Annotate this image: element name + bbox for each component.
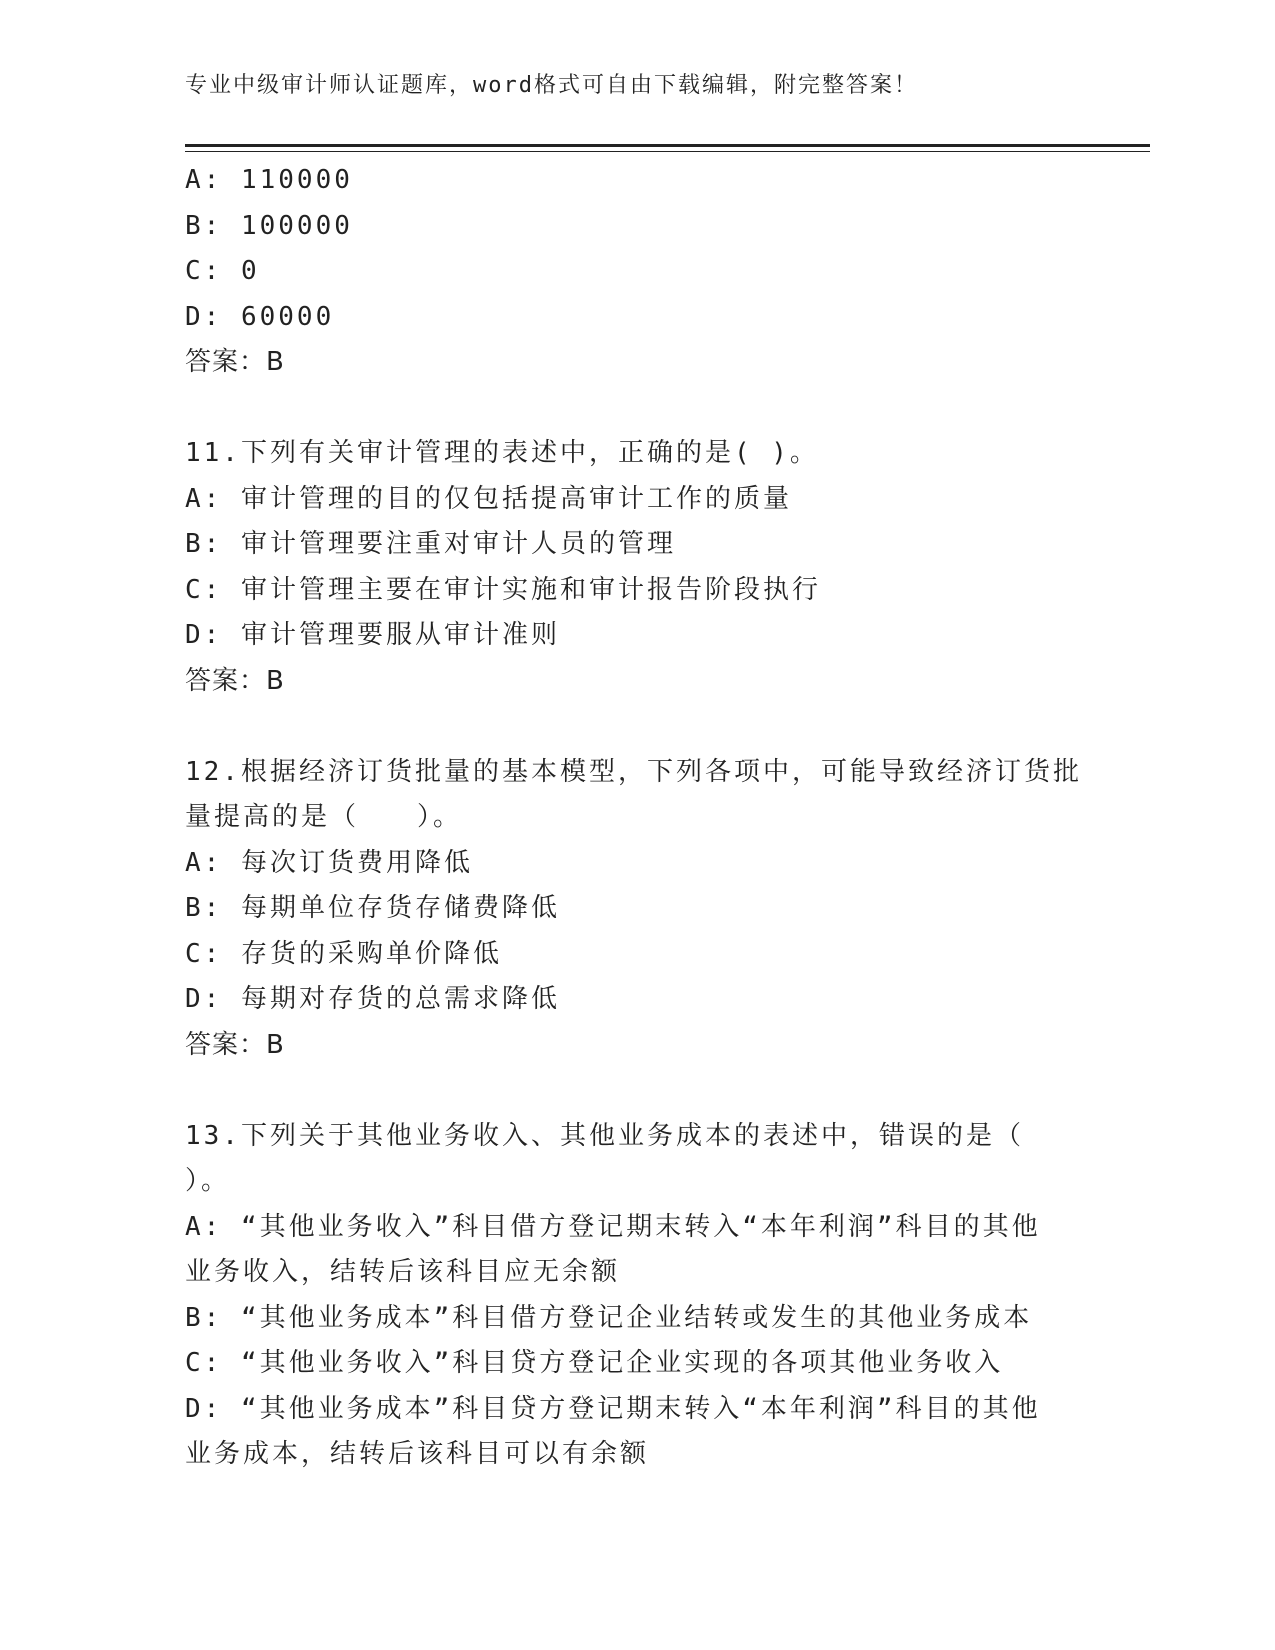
answer: 答案：B (185, 1029, 285, 1060)
page-header: 专业中级审计师认证题库，word格式可自由下载编辑，附完整答案！ (185, 73, 918, 98)
option-d: D: 审计管理要服从审计准则 (185, 620, 560, 650)
option-a: A: 审计管理的目的仅包括提高审计工作的质量 (185, 483, 792, 514)
option-d: D: 每期对存货的总需求降低 (185, 984, 560, 1014)
question-stem-line-2: 量提高的是（ ）。 (185, 802, 463, 832)
spacer (185, 704, 1085, 750)
option-b: B: 每期单位存货存储费降低 (185, 893, 560, 923)
spacer (185, 386, 1085, 432)
option-d-line-1: D: “其他业务成本”科目贷方登记期末转入“本年利润”科目的其他 (185, 1393, 1041, 1424)
option-d-line-2: 业务成本，结转后该科目可以有余额 (185, 1439, 650, 1469)
question-stem-line-2: ）。 (185, 1166, 231, 1196)
option-a: A: 每次订货费用降低 (185, 847, 473, 878)
option-a: A: 110000 (185, 165, 353, 195)
question-13 (185, 1114, 1085, 1478)
option-c: C: 0 (185, 256, 260, 286)
question-stem: 11.下列有关审计管理的表述中，正确的是( )。 (185, 438, 819, 468)
option-b: B: 审计管理要注重对审计人员的管理 (185, 529, 676, 559)
spacer (185, 1068, 1085, 1114)
question-stem-line-1: 12.根据经济订货批量的基本模型，下列各项中，可能导致经济订货批 (185, 756, 1082, 787)
option-c: C: 存货的采购单价降低 (185, 938, 502, 969)
option-d: D: 60000 (185, 301, 335, 332)
option-a-line-1: A: “其他业务收入”科目借方登记期末转入“本年利润”科目的其他 (185, 1211, 1041, 1242)
question-12 (185, 750, 1085, 1069)
question-stem-line-1: 13.下列关于其他业务收入、其他业务成本的表述中，错误的是（ (185, 1120, 1024, 1151)
option-a-line-2: 业务收入，结转后该科目应无余额 (185, 1257, 621, 1287)
document-body (185, 158, 1085, 1478)
option-c: C: 审计管理主要在审计实施和审计报告阶段执行 (185, 574, 821, 605)
option-b: B: 100000 (185, 210, 353, 241)
answer: 答案：B (185, 347, 285, 377)
header-rule (185, 144, 1150, 152)
question-11 (185, 431, 1085, 704)
option-b: B: “其他业务成本”科目借方登记企业结转或发生的其他业务成本 (185, 1302, 1033, 1333)
question-10 (185, 158, 1085, 386)
option-c: C: “其他业务收入”科目贷方登记企业实现的各项其他业务收入 (185, 1348, 1004, 1378)
answer: 答案：B (185, 665, 285, 696)
